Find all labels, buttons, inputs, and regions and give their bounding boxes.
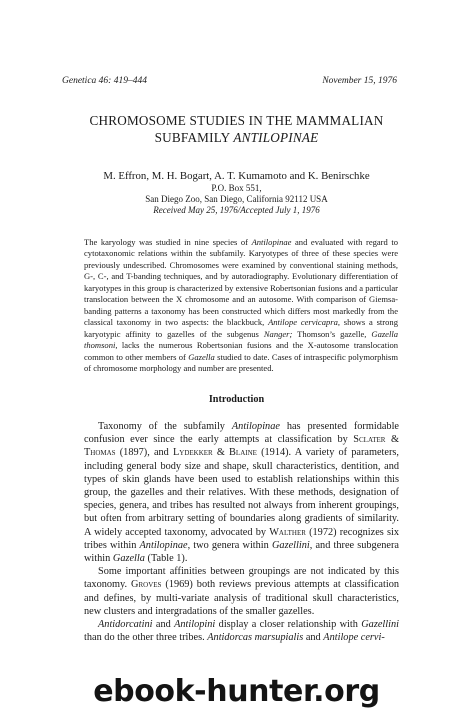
- abstract-italic: Gazella thomsoni: [84, 328, 398, 351]
- running-header: [62, 76, 397, 90]
- abstract-italic: Nanger;: [263, 328, 293, 339]
- abstract-text: Thomson’s gazelle,: [292, 328, 372, 339]
- received-accepted-dates: Received May 25, 1976/Accepted July 1, 1976: [153, 205, 320, 215]
- body-text: and: [152, 619, 175, 631]
- title-line-1: CHROMOSOME STUDIES IN THE MAMMALIAN: [89, 113, 384, 128]
- abstract: [84, 237, 398, 374]
- body-text: , two genera within: [187, 539, 272, 551]
- body-italic: Gazellini: [271, 539, 310, 551]
- body-text: (Table 1).: [144, 553, 188, 565]
- abstract-italic: Antilope cervicapra: [268, 317, 338, 328]
- body-italic: Gazella: [112, 553, 145, 565]
- body-italic: Antilopinae: [231, 421, 280, 432]
- body-italic: Antidorcas marsupialis: [207, 632, 304, 644]
- body-text: (1914). A variety of parameters, including general body size and shape, skull characteristics, dentition, and types of skin glands have been used to establish relationships within this group, the gazelles and their relatives. With these methods, designation of species, genera, and tribes has resulted not always from inherent groupings, but often from arbitrary setting of boundaries along gradients of similarity. A widely accepted taxonomy, advocated by: [84, 447, 399, 538]
- body-italic: Antilopini: [174, 619, 216, 631]
- body-italic: Antidorcatini: [98, 619, 153, 631]
- affiliation-place: San Diego Zoo, San Diego, California 92112 USA: [145, 194, 328, 204]
- abstract-italic: Antilopinae: [251, 237, 292, 247]
- body-text: display a closer relationship with: [215, 619, 362, 631]
- body-text: has presented formidable confusion ever since the early attempts at classification by: [84, 421, 400, 446]
- body-text: Some important affinities between groupings are not indicated by this taxonomy.: [84, 566, 399, 591]
- abstract-italic: Gazella: [188, 351, 215, 362]
- introduction-body: [84, 420, 399, 644]
- watermark-text: ebook-hunter.org: [93, 674, 380, 709]
- body-text: , and three subgenera within: [84, 539, 399, 565]
- affiliation-box: P.O. Box 551,: [211, 183, 262, 193]
- body-text: (1972) recognizes six tribes within: [84, 526, 399, 551]
- paragraph-2: [84, 565, 399, 618]
- cited-author: Walther: [269, 526, 306, 538]
- cited-author: Sclater & Thomas: [84, 434, 399, 459]
- body-italic: Gazellini: [361, 619, 400, 631]
- author-list: M. Effron, M. H. Bogart, A. T. Kumamoto and K. Benirschke: [103, 170, 370, 182]
- abstract-text: , lacks the numerous Robertsonian fusions and the X-autosome translocation common to other members of: [84, 340, 398, 362]
- journal-citation: Genetica 46: 419–444: [62, 76, 147, 86]
- body-text: than do the other three tribes.: [84, 632, 208, 644]
- abstract-text: and evaluated with regard to cytotaxonomic relations within the subfamily. Karyotypes of three of these species were previously undescribed. Chromosomes were examined by conventional staining methods, G-, C-, and T-banding techniques, and by autoradiography. Evolutionary differentiation of karyotypes in this group is characterized by extensive Robertsonian fusions and a particular translocation between the X chromosome and an autosome. With comparison of Giemsa-banding patterns a taxonomy has been constructed which differs most markedly from the classical taxonomy in two aspects: the blackbuck,: [84, 237, 398, 328]
- body-text: and: [303, 632, 324, 644]
- publication-date: November 15, 1976: [322, 76, 397, 86]
- title-line-2-italic: ANTILOPINAE: [233, 130, 319, 145]
- body-italic: Antilopinae: [139, 539, 188, 551]
- affiliation: [40, 183, 433, 216]
- title-line-2-text: SUBFAMILY: [154, 130, 234, 145]
- title-line-2: [40, 129, 433, 146]
- paragraph-3: [84, 618, 399, 644]
- body-italic: Antilope cervi-: [323, 632, 385, 644]
- body-text: Taxonomy of the subfamily: [98, 421, 232, 432]
- paper-title: [40, 112, 433, 146]
- cited-author: Groves: [131, 579, 162, 591]
- section-heading-introduction: Introduction: [208, 394, 265, 405]
- abstract-text: , shows a strong karyotypic affinity to gazelles of the subgenus: [84, 317, 398, 339]
- abstract-text: The karyology was studied in nine species of: [84, 237, 252, 247]
- abstract-text: studied to date. Cases of intraspecific polymorphism of chromosome morphology and number are presented.: [84, 351, 398, 373]
- cited-author: Lydekker & Blaine: [172, 447, 257, 459]
- paragraph-1: [84, 420, 399, 565]
- body-text: (1969) both reviews previous attempts at classification and defines, by multi-variate analysis of traditional skull characteristics, new clusters and intergradations of the smaller gazelles.: [84, 579, 399, 617]
- body-text: (1897), and: [115, 447, 173, 459]
